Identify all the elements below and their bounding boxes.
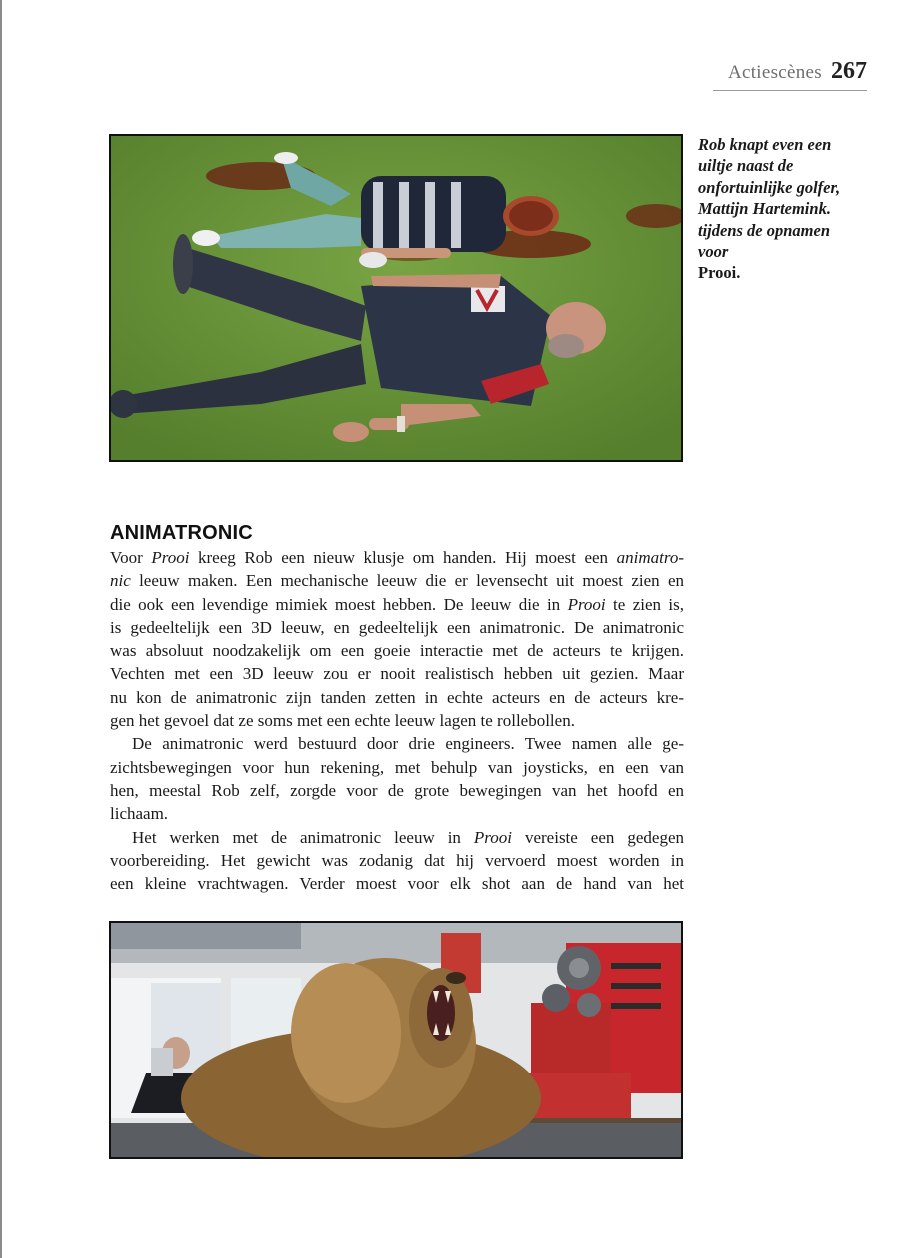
text-run: was absoluut noodzakelijk om een goeie interactie met de acteurs te krijgen. (110, 641, 684, 661)
body-line (110, 616, 684, 639)
text-run: kreeg Rob een nieuw klusje om handen. Hij moest een (189, 548, 617, 567)
text-run: lichaam. (110, 804, 169, 824)
italic-text: nic (110, 571, 131, 591)
body-line (110, 546, 684, 569)
running-head (713, 58, 867, 90)
text-run: hen, meestal Rob zelf, zorgde voor de grote bewegingen van het hoofd en (110, 780, 684, 800)
running-head-section: Actiescènes (727, 62, 822, 83)
figure1-caption (698, 134, 848, 284)
text-run: vereiste een gedegen (512, 827, 684, 847)
body-text (110, 546, 684, 895)
photo-animatronic-lion-workshop (109, 921, 683, 1159)
body-line (110, 872, 684, 895)
text-run: leeuw maken. Een mechanische leeuw die er levensecht uit moest zien en (130, 571, 684, 591)
page-edge (0, 0, 2, 1258)
text-run: voorbereiding. Het gewicht was zodanig dat hij vervoerd moest worden in (110, 850, 684, 870)
body-line (110, 849, 684, 872)
italic-text: Prooi (567, 594, 606, 614)
body-line (110, 639, 684, 662)
text-run: te zien is, (605, 594, 685, 614)
italic-text: Prooi (473, 827, 512, 847)
body-line (110, 709, 684, 732)
running-head-rule (713, 90, 867, 91)
italic-text: animatro- (616, 548, 684, 567)
body-line (110, 662, 684, 685)
text-run: Voor (110, 548, 152, 567)
text-run: zichtsbewegingen voor hun rekening, met behulp van joysticks, en een van (110, 757, 684, 777)
caption-text: Rob knapt even een uiltje naast de onfortuinlijke golfer, Mattijn Hartemink. tijdens de opnamen voor (698, 135, 841, 262)
body-line (110, 686, 684, 709)
body-line (110, 826, 684, 849)
photo-workshop-illustration (111, 923, 681, 1157)
photo-golf-course-scene (109, 134, 683, 462)
text-run: Vechten met een 3D leeuw zou er nooit realistisch hebben uit gezien. Maar (110, 664, 684, 684)
text-run: die ook een levendige mimiek moest hebben. De leeuw die in (110, 594, 568, 614)
photo-golf-course-illustration (111, 136, 681, 460)
italic-text: Prooi (151, 548, 190, 567)
body-line (110, 593, 684, 616)
text-run: Het werken met de animatronic leeuw in (132, 827, 474, 847)
body-line (110, 732, 684, 755)
page-number: 267 (831, 58, 867, 84)
text-run: is gedeeltelijk een 3D leeuw, en gedeeltelijk een animatronic. De animatronic (110, 617, 684, 637)
text-run: gen het gevoel dat ze soms met een echte leeuw lagen te rollebollen. (110, 711, 575, 731)
body-line (110, 779, 684, 802)
text-run: De animatronic werd bestuurd door drie engineers. Twee namen alle ge- (132, 734, 684, 754)
text-run: een kleine vrachtwagen. Verder moest voor elk shot aan de hand van het (110, 874, 684, 894)
section-heading: ANIMATRONIC (110, 522, 253, 544)
text-run: nu kon de animatronic zijn tanden zetten in echte acteurs en de acteurs kre- (110, 687, 684, 707)
caption-film-title: Prooi. (698, 263, 741, 283)
body-line (110, 802, 684, 825)
body-line (110, 569, 684, 592)
body-line (110, 756, 684, 779)
